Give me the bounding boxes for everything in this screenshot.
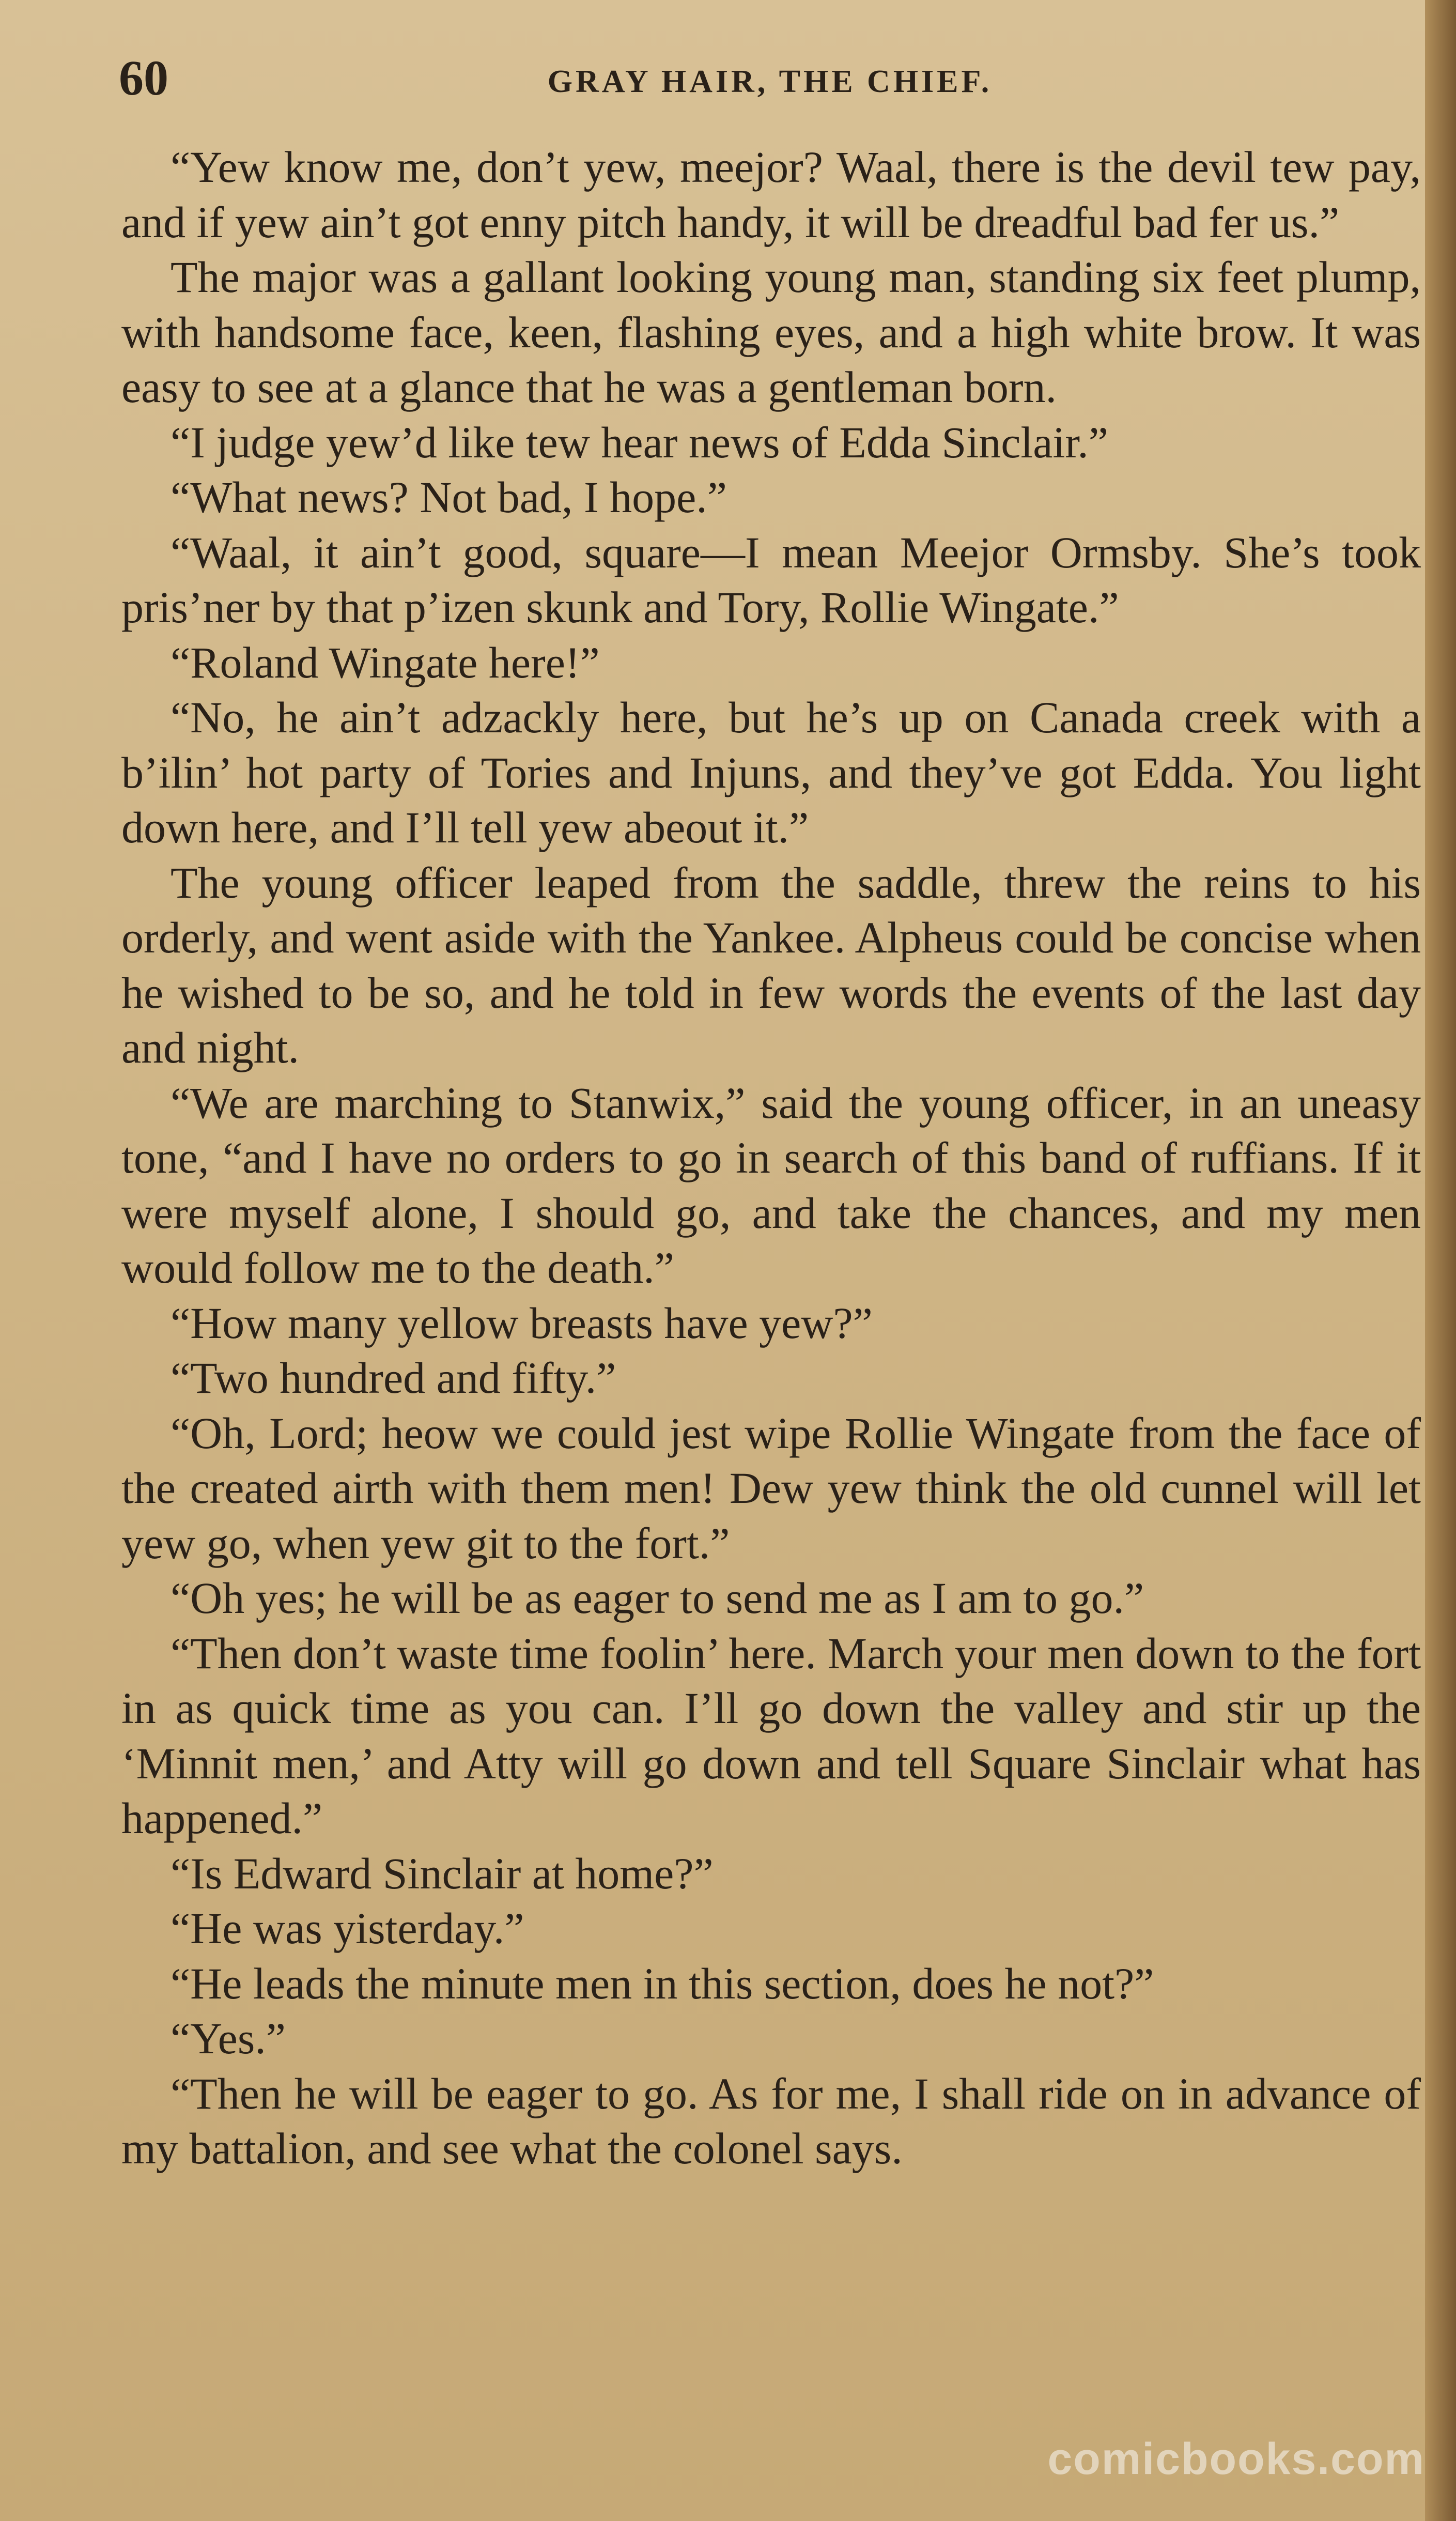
page-header [119,49,1421,111]
page-number: 60 [119,50,168,105]
paragraph: “Roland Wingate here!” [171,637,600,687]
paragraph: “What news? Not bad, I hope.” [171,472,727,522]
paragraph: “He was yisterday.” [171,1903,524,1953]
paragraph: “Is Edward Sinclair at home?” [171,1848,714,1898]
paragraph: “Then he will be eager to go. As for me, I shall ride on in advance of my battalion, and see what the colonel says. [121,2068,1421,2173]
paragraph: “Waal, it ain’t good, square—I mean Meejor Ormsby. She’s took pris’ner by that p’izen skunk and Tory, Rollie Wingate.” [121,527,1421,632]
paragraph: The major was a gallant looking young man, standing six feet plump, with handsome face, keen, flashing eyes, and a high white brow. It was easy to see at a glance that he was a gentleman born. [121,252,1421,412]
running-title: GRAY HAIR, THE CHIEF. [547,64,993,99]
body-text [121,140,1421,2176]
paragraph: “Yew know me, don’t yew, meejor? Waal, there is the devil tew pay, and if yew ain’t got enny pitch handy, it will be dreadful bad fer us.” [121,142,1421,247]
paragraph: The young officer leaped from the saddle, threw the reins to his orderly, and went aside with the Yankee. Alpheus could be concise when he wished to be so, and he told in few words the events of the last day and night. [121,857,1421,1072]
paragraph: “Two hundred and fifty.” [171,1353,616,1403]
paragraph: “How many yellow breasts have yew?” [171,1298,873,1348]
paragraph: “Yes.” [171,2013,286,2063]
paragraph: “Oh yes; he will be as eager to send me as I am to go.” [171,1573,1144,1623]
page-edge [1425,0,1456,2521]
paragraph: “I judge yew’d like tew hear news of Edda Sinclair.” [171,417,1108,467]
paragraph: “No, he ain’t adzackly here, but he’s up on Canada creek with a b’ilin’ hot party of Tories and Injuns, and they’ve got Edda. You light down here, and I’ll tell yew abeout it.” [121,693,1421,852]
paragraph: “Then don’t waste time foolin’ here. March your men down to the fort in as quick time as you can. I’ll go down the valley and stir up the ‘Minnit men,’ and Atty will go down and tell Square Sinclair what has happened.” [121,1628,1421,1843]
paragraph: “Oh, Lord; heow we could jest wipe Rollie Wingate from the face of the created airth with them men! Dew yew think the old cunnel will let yew go, when yew git to the fort.” [121,1408,1421,1568]
watermark: comicbooks.com [1047,2434,1425,2484]
paragraph: “He leads the minute men in this section, does he not?” [171,1958,1154,2008]
paragraph: “We are marching to Stanwix,” said the young officer, in an uneasy tone, “and I have no orders to go in search of this band of ruffians. If it were myself alone, I should go, and take the chances, and my men would follow me to the death.” [121,1078,1421,1293]
